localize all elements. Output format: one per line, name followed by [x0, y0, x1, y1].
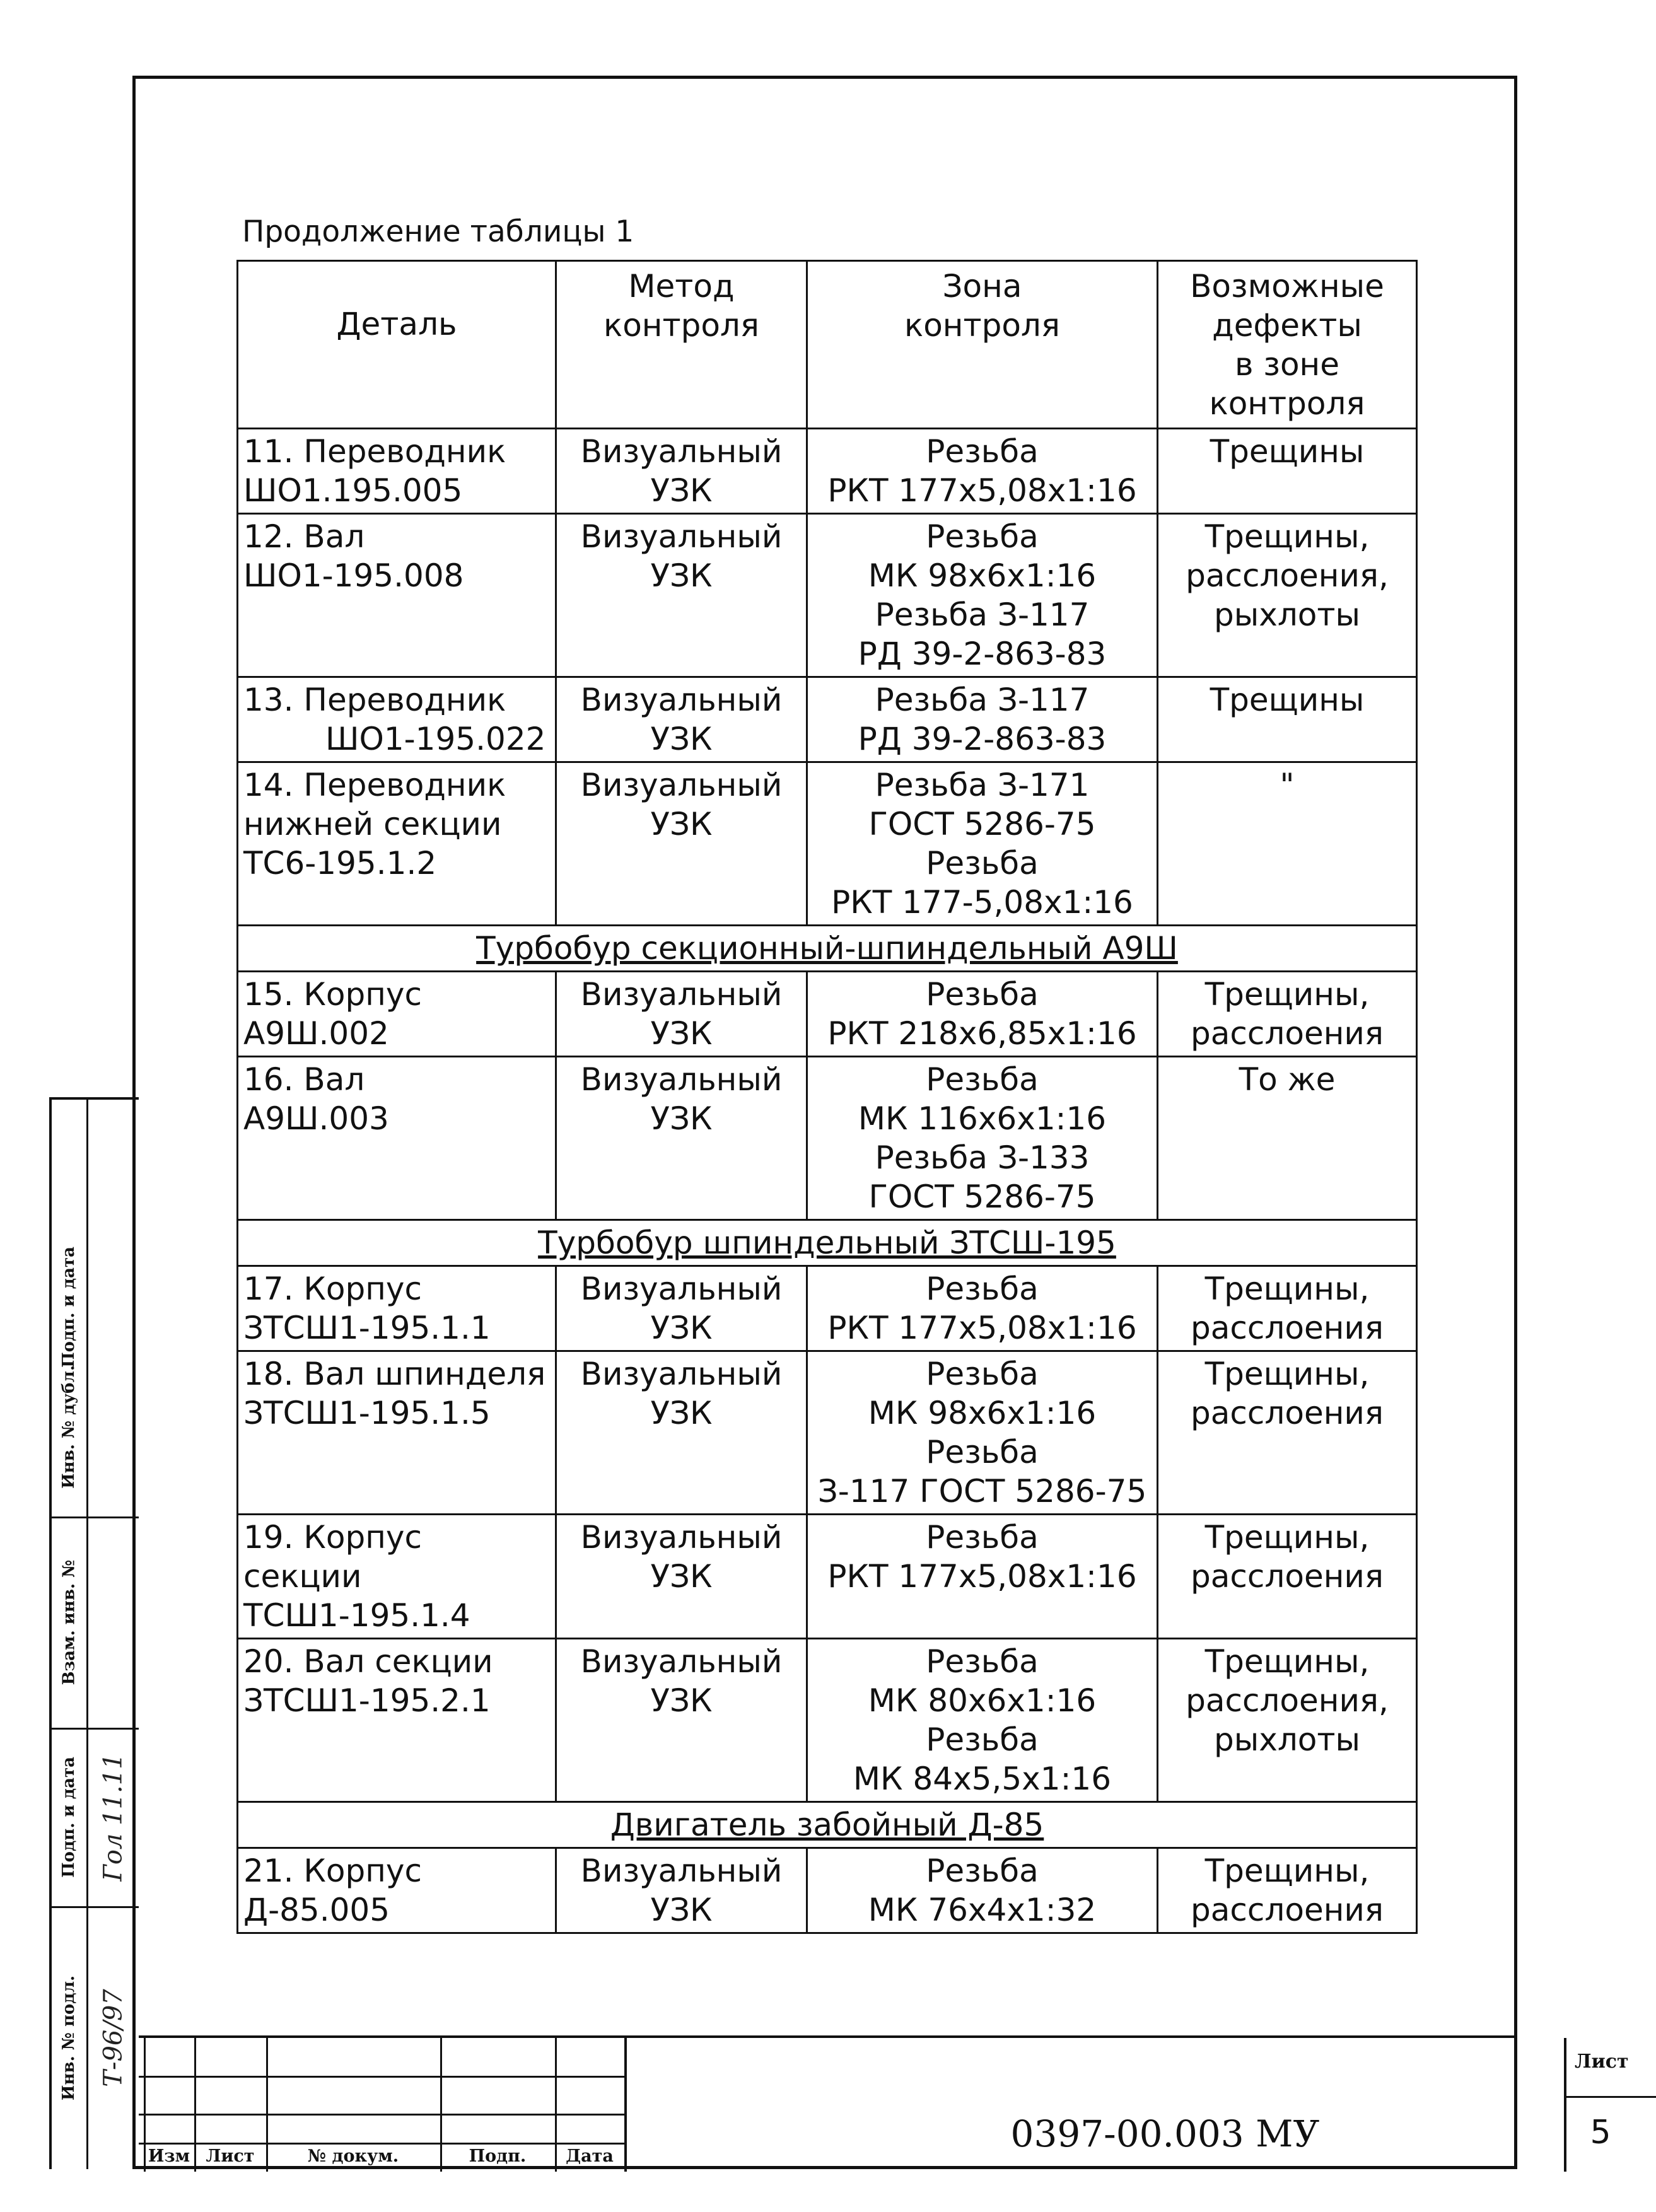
- detail-cell: 18. Вал шпинделя ЗТСШ1-195.1.5: [238, 1351, 556, 1515]
- section-title: Двигатель забойный Д-85: [238, 1802, 1417, 1848]
- document-code: 0397-00.003 МУ: [1010, 2112, 1320, 2155]
- section-header-row: [238, 1802, 1417, 1848]
- detail-cell: 19. Корпус секции ТСШ1-195.1.4: [238, 1515, 556, 1639]
- table-caption: Продолжение таблицы 1: [242, 214, 634, 249]
- header-zone: Зона контроля: [807, 261, 1158, 429]
- side-label: Подп. и дата: [59, 1246, 79, 1368]
- side-stamp: [49, 1097, 139, 2169]
- section-header-row: [238, 926, 1417, 972]
- divider: [624, 2038, 627, 2172]
- defects-cell: То же: [1158, 1057, 1417, 1220]
- section-title: Турбобур шпиндельный ЗТСШ-195: [238, 1220, 1417, 1266]
- method-cell: Визуальный УЗК: [556, 1266, 807, 1351]
- defects-cell: ": [1158, 762, 1417, 926]
- method-cell: Визуальный УЗК: [556, 429, 807, 514]
- col-doc-number-label: № докум.: [307, 2146, 399, 2166]
- detail-cell: 11. Переводник ШО1.195.005: [238, 429, 556, 514]
- method-cell: Визуальный УЗК: [556, 514, 807, 677]
- divider: [139, 2114, 624, 2116]
- header-defects: Возможные дефекты в зоне контроля: [1158, 261, 1417, 429]
- divider: [1564, 2038, 1566, 2172]
- detail-cell: [238, 677, 556, 762]
- zone-cell: Резьба МК 116х6х1:16 Резьба З-133 ГОСТ 5286-75: [807, 1057, 1158, 1220]
- side-label: Инв. № дубл.: [59, 1365, 78, 1489]
- table-row: [238, 1351, 1417, 1515]
- side-label: Инв. № подл.: [59, 1975, 79, 2100]
- inspection-table: [236, 260, 1418, 1934]
- handwritten-inventory-number: Т-96/97: [99, 1988, 128, 2087]
- zone-cell: Резьба РКТ 177х5,08х1:16: [807, 1266, 1158, 1351]
- detail-cell: 17. Корпус ЗТСШ1-195.1.1: [238, 1266, 556, 1351]
- table-row: [238, 677, 1417, 762]
- method-cell: Визуальный УЗК: [556, 762, 807, 926]
- defects-cell: Трещины, расслоения: [1158, 1351, 1417, 1515]
- side-label: Взам. инв. №: [59, 1559, 79, 1685]
- zone-cell: Резьба РКТ 218х6,85х1:16: [807, 972, 1158, 1057]
- detail-cell: 20. Вал секции ЗТСШ1-195.2.1: [238, 1639, 556, 1802]
- table-row: [238, 514, 1417, 677]
- detail-line: 13. Переводник: [243, 682, 506, 718]
- section-title: Турбобур секционный-шпиндельный А9Ш: [238, 926, 1417, 972]
- method-cell: Визуальный УЗК: [556, 677, 807, 762]
- detail-cell: 14. Переводник нижней секции ТС6-195.1.2: [238, 762, 556, 926]
- detail-cell: 16. Вал А9Ш.003: [238, 1057, 556, 1220]
- zone-cell: Резьба З-171 ГОСТ 5286-75 Резьба РКТ 177-5,08х1:16: [807, 762, 1158, 926]
- col-date-label: Дата: [566, 2146, 614, 2166]
- detail-cell: 12. Вал ШО1-195.008: [238, 514, 556, 677]
- zone-cell: Резьба З-117 РД 39-2-863-83: [807, 677, 1158, 762]
- table-row: [238, 972, 1417, 1057]
- table-row: [238, 1266, 1417, 1351]
- defects-cell: Трещины, расслоения: [1158, 1848, 1417, 1933]
- defects-cell: Трещины, расслоения, рыхлоты: [1158, 1639, 1417, 1802]
- table-header-row: [238, 261, 1417, 429]
- sheet-number: 5: [1590, 2114, 1611, 2151]
- header-method: Метод контроля: [556, 261, 807, 429]
- col-sheet-label: Лист: [206, 2146, 255, 2166]
- table-row: [238, 429, 1417, 514]
- col-izm-label: Изм: [148, 2146, 190, 2166]
- divider: [139, 2076, 624, 2078]
- zone-cell: Резьба МК 98х6х1:16 Резьба З-117 РД 39-2-863-83: [807, 514, 1158, 677]
- method-cell: Визуальный УЗК: [556, 972, 807, 1057]
- method-cell: Визуальный УЗК: [556, 1351, 807, 1515]
- method-cell: Визуальный УЗК: [556, 1057, 807, 1220]
- table-row: [238, 1515, 1417, 1639]
- side-label: Подп. и дата: [59, 1756, 79, 1878]
- divider: [1564, 2096, 1656, 2098]
- method-cell: Визуальный УЗК: [556, 1639, 807, 1802]
- handwritten-signature-date: Гол 11.11: [99, 1752, 129, 1882]
- divider: [139, 2143, 624, 2145]
- detail-cell: 15. Корпус А9Ш.002: [238, 972, 556, 1057]
- zone-cell: Резьба МК 80х6х1:16 Резьба МК 84х5,5х1:16: [807, 1639, 1158, 1802]
- section-header-row: [238, 1220, 1417, 1266]
- defects-cell: Трещины, расслоения, рыхлоты: [1158, 514, 1417, 677]
- table-row: [238, 1057, 1417, 1220]
- table-row: [238, 762, 1417, 926]
- title-block: [139, 2035, 1629, 2172]
- method-cell: Визуальный УЗК: [556, 1515, 807, 1639]
- defects-cell: Трещины, расслоения: [1158, 972, 1417, 1057]
- table-row: [238, 1848, 1417, 1933]
- defects-cell: Трещины, расслоения: [1158, 1266, 1417, 1351]
- zone-cell: Резьба РКТ 177х5,08х1:16: [807, 1515, 1158, 1639]
- zone-cell: Резьба МК 98х6х1:16 Резьба З-117 ГОСТ 5286-75: [807, 1351, 1158, 1515]
- zone-cell: Резьба РКТ 177х5,08х1:16: [807, 429, 1158, 514]
- sheet-label: Лист: [1575, 2051, 1629, 2073]
- defects-cell: Трещины: [1158, 429, 1417, 514]
- col-signature-label: Подп.: [469, 2146, 527, 2166]
- zone-cell: Резьба МК 76х4х1:32: [807, 1848, 1158, 1933]
- table-row: [238, 1639, 1417, 1802]
- detail-cell: 21. Корпус Д-85.005: [238, 1848, 556, 1933]
- header-detail: Деталь: [238, 261, 556, 429]
- defects-cell: Трещины: [1158, 677, 1417, 762]
- detail-code: ШО1-195.022: [325, 721, 546, 757]
- method-cell: Визуальный УЗК: [556, 1848, 807, 1933]
- defects-cell: Трещины, расслоения: [1158, 1515, 1417, 1639]
